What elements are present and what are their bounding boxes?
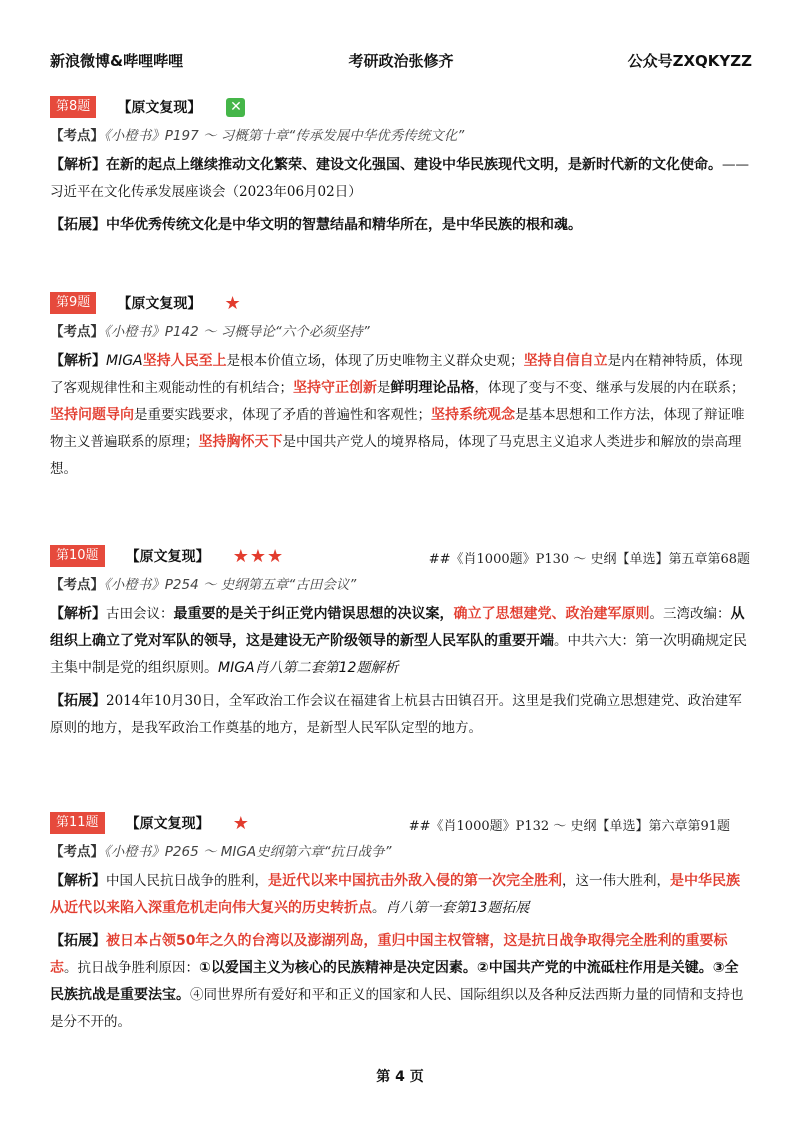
- analysis-text-6: 是中国共产党人的境界格局，体现了马克思主义追求人类进步和解放的崇高理想。: [50, 434, 742, 477]
- analysis-text-3b: ，体现了变与不变、继承与发展的内在联系；: [474, 380, 745, 396]
- highlight-3: 坚持守正创新: [293, 380, 377, 396]
- extension: [50, 688, 750, 742]
- analysis-text-3b: 第一次明确规定民主集中制是党的组织原则。: [50, 633, 747, 676]
- analysis-text-2: 是内在精神特质，体现了客观规律性和主观能动性的有机结合；: [50, 353, 743, 396]
- exam-point-text: 《小橙书》P197 ～ 习概第十章“传承发展中华优秀传统文化”: [104, 128, 465, 144]
- exam-point: [50, 322, 750, 342]
- original-text-label: 【原文复现】: [117, 100, 202, 116]
- extension-text: 中华优秀传统文化是中华文明的智慧结晶和精华所在，是中华民族的根和魂。: [106, 217, 582, 233]
- question-number-tag: 第11题: [50, 812, 105, 834]
- analysis-text-3a: 是: [377, 380, 391, 396]
- header-weibo-bilibili: 新浪微博&哔哩哔哩: [50, 52, 184, 70]
- analysis-bold-1: 最重要的是关于纠正党内错误思想的决议案，: [173, 606, 454, 622]
- extension: [50, 928, 750, 1036]
- question-9: [50, 292, 750, 483]
- exam-point-text: 《小橙书》P265 ～ MIGA史纲第六章“抗日战争”: [104, 844, 392, 860]
- analysis-label: 【解析】: [50, 353, 106, 369]
- analysis-bold-text: 在新的起点上继续推动文化繁荣、建设文化强国、建设中华民族现代文明，是新时代新的文化使命。: [106, 157, 722, 173]
- analysis-label: 【解析】: [50, 157, 106, 173]
- highlight-5: 坚持系统观念: [431, 407, 515, 423]
- exam-point-label: 【考点】: [50, 128, 104, 144]
- extension-label: 【拓展】: [50, 217, 106, 233]
- cross-icon: ✕: [226, 98, 245, 117]
- reference-note: ##《肖1000题》P130 ～ 史纲【单选】第五章第68题: [428, 552, 750, 567]
- analysis: [50, 348, 750, 483]
- analysis-text-3: 。: [372, 900, 386, 916]
- reference-note: ##《肖1000题》P132 ～ 史纲【单选】第六章第91题: [408, 819, 730, 834]
- extension: [50, 212, 750, 239]
- analysis-source-note: 肖八第一套第13题拓展: [385, 900, 530, 916]
- highlight-2: 是中华民族从近代以来陷入深重危机走向伟大复兴的历史转折点: [50, 873, 740, 916]
- extension-label: 【拓展】: [50, 693, 106, 709]
- original-text-label: 【原文复现】: [125, 549, 210, 565]
- exam-point: [50, 842, 750, 862]
- analysis: [50, 868, 750, 922]
- original-text-label: 【原文复现】: [117, 296, 202, 312]
- question-number-tag: 第9题: [50, 292, 96, 314]
- extension-bold: ①以爱国主义为核心的民族精神是决定因素。②中国共产党的中流砥柱作用是关键。③全民族抗战是重要法宝。: [50, 960, 739, 1003]
- highlight-1: 确立了思想建党、政治建军原则: [453, 606, 650, 622]
- analysis-text-1: 古田会议：: [106, 606, 174, 622]
- highlight-6: 坚持胸怀天下: [198, 434, 283, 450]
- analysis-text-2: 。三湾改编：: [649, 606, 731, 622]
- highlight-1: 坚持人民至上: [142, 353, 227, 369]
- analysis-text-1: 是根本价值立场，体现了历史唯物主义群众史观；: [226, 353, 524, 369]
- question-10: [50, 545, 750, 742]
- exam-point-label: 【考点】: [50, 844, 104, 860]
- analysis-text-5: 是基本思想和工作方法，体现了辩证唯物主义普遍联系的原理；: [50, 407, 745, 450]
- exam-point: [50, 126, 750, 146]
- highlight-4: 坚持问题导向: [50, 407, 134, 423]
- analysis-text-4: 是重要实践要求，体现了矛盾的普遍性和客观性；: [134, 407, 431, 423]
- analysis: [50, 152, 750, 206]
- highlight-2: 坚持自信自立: [523, 353, 608, 369]
- header-wechat: 公众号ZXQKYZZ: [627, 52, 752, 70]
- exam-point-label: 【考点】: [50, 577, 104, 593]
- star-rating: ★★★: [232, 545, 285, 567]
- exam-point-label: 【考点】: [50, 324, 104, 340]
- analysis-text-1: 中国人民抗日战争的胜利，: [106, 873, 268, 889]
- extension-text: 2014年10月30日，全军政治工作会议在福建省上杭县古田镇召开。这里是我们党确立思想建党、政治建军原则的地方，是我军政治工作奠基的地方，是新型人民军队定型的地方。: [50, 693, 742, 736]
- analysis-label: 【解析】: [50, 606, 106, 622]
- analysis-source-note: MIGA肖八第二套第12题解析: [218, 660, 399, 676]
- original-text-label: 【原文复现】: [125, 816, 210, 832]
- question-number-tag: 第8题: [50, 96, 96, 118]
- exam-point-text: 《小橙书》P254 ～ 史纲第五章“古田会议”: [104, 577, 357, 593]
- analysis-bold-2: 从组织上确立了党对军队的领导，这是建设无产阶级领导的新型人民军队的重要开端: [50, 606, 745, 649]
- exam-point-text: 《小橙书》P142 ～ 习概导论“六个必须坚持”: [104, 324, 370, 340]
- page-number: 第 4 页: [376, 1069, 424, 1085]
- question-number-tag: 第10题: [50, 545, 105, 567]
- analysis-text-3: 。中共六大：: [554, 633, 635, 649]
- highlight-1: 是近代以来中国抗击外敌入侵的第一次完全胜利: [268, 873, 562, 889]
- question-11: [50, 812, 750, 1036]
- analysis-source: ——习近平在文化传承发展座谈会（2023年06月02日）: [50, 157, 749, 200]
- star-rating: ★: [232, 812, 250, 834]
- star-rating: ★: [224, 292, 242, 314]
- exam-point: [50, 575, 750, 595]
- analysis: [50, 601, 750, 682]
- header-author: 考研政治张修齐: [348, 52, 454, 70]
- analysis-source-tag: MIGA: [106, 353, 143, 369]
- extension-text-1: 。抗日战争胜利原因：: [64, 960, 199, 976]
- analysis-text-2: ，这一伟大胜利，: [562, 873, 670, 889]
- question-8: [50, 96, 750, 239]
- extension-label: 【拓展】: [50, 933, 106, 949]
- extension-text-2: ④同世界所有爱好和平和正义的国家和人民、国际组织以及各种反法西斯力量的同情和支持也是分不开的。: [50, 987, 744, 1030]
- analysis-label: 【解析】: [50, 873, 106, 889]
- page-header: [50, 50, 752, 72]
- analysis-bold-3: 鲜明理论品格: [390, 380, 475, 396]
- highlight-3: 被日本占领50年之久的台湾以及澎湖列岛，重归中国主权管辖，这是抗日战争取得完全胜利的重要标志: [50, 933, 728, 976]
